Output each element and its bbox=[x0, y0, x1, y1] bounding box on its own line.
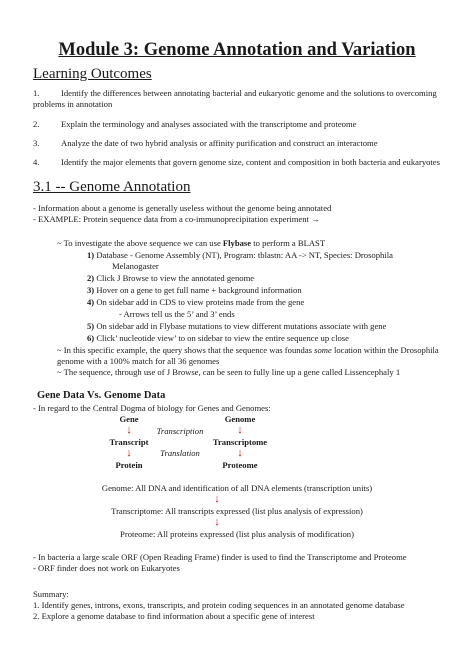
summary-item: 1. Identify genes, introns, exons, transcripts, and protein coding sequences in an annotated genome database bbox=[33, 600, 405, 610]
note-post: location within the Drosophila bbox=[331, 345, 439, 355]
step-number: 2) bbox=[87, 273, 95, 283]
outcome-text: Analyze the date of two hybrid analysis or affinity purification and construct an interactome bbox=[61, 138, 378, 148]
note-italic: some bbox=[314, 345, 332, 355]
note-line-continued: genome with a 100% match for all 36 genomes bbox=[57, 356, 220, 366]
step-text: On sidebar add in CDS to view proteins made from the gene bbox=[94, 297, 305, 307]
step-text: Click J Browse to view the annotated genome bbox=[94, 273, 255, 283]
intro-text: - In regard to the Central Dogma of biology for Genes and Genomes: bbox=[33, 403, 271, 413]
flybase-name: Flybase bbox=[222, 238, 252, 248]
section-heading: 3.1 -- Genome Annotation bbox=[33, 179, 191, 195]
step-subnote: - Arrows tell us the 5’ and 3’ ends bbox=[119, 309, 235, 319]
step-number: 3) bbox=[87, 285, 95, 295]
flybase-line-pre: ~ To investigate the above sequence we can use bbox=[57, 238, 223, 248]
dogma-transcript: Transcript bbox=[109, 437, 149, 447]
outcome-number: 4. bbox=[33, 157, 40, 167]
down-arrow: ↓ bbox=[126, 447, 132, 459]
genome-definition: Genome: All DNA and identification of all DNA elements (transcription units) bbox=[101, 483, 373, 493]
outcome-text: Explain the terminology and analyses associated with the transcriptome and proteome bbox=[61, 119, 357, 129]
step-item bbox=[87, 285, 302, 296]
bullet-text: - Information about a genome is generally useless without the genome being annotated bbox=[33, 203, 332, 213]
flybase-line bbox=[57, 238, 325, 249]
dogma-transcription: Transcription bbox=[156, 426, 204, 436]
subsection-heading: Gene Data Vs. Genome Data bbox=[37, 390, 166, 401]
step-text: Click’ nucleotide view’ to on sidebar to view the entire sequence up close bbox=[94, 333, 349, 343]
step-text: On sidebar add in Flybase mutations to view different mutations associate with gene bbox=[94, 321, 387, 331]
orf-note: - In bacteria a large scale ORF (Open Reading Frame) finder is used to find the Transcriptome and Proteome bbox=[33, 552, 407, 562]
note-line bbox=[57, 345, 439, 356]
dogma-protein: Protein bbox=[115, 460, 143, 470]
outcome-text: Identify the major elements that govern genome size, content and composition in both bacteria and eukaryotes bbox=[61, 157, 440, 167]
note-pre: ~ In this specific example, the query shows that the sequence was foundas bbox=[57, 345, 315, 355]
outcome-text: Identify the differences between annotating bacterial and eukaryotic genome and the solutions to overcoming bbox=[61, 88, 437, 98]
down-arrow: ↓ bbox=[214, 493, 220, 505]
step-item bbox=[87, 333, 349, 344]
note-line: ~ The sequence, through use of J Browse, can be seen to fully line up a gene called Lissencephaly 1 bbox=[57, 367, 401, 377]
step-number: 5) bbox=[87, 321, 95, 331]
down-arrow: ↓ bbox=[237, 424, 243, 436]
step-text: Hover on a gene to get full name + background information bbox=[94, 285, 302, 295]
step-number: 1) bbox=[87, 250, 95, 260]
learning-outcomes-heading: Learning Outcomes bbox=[33, 66, 152, 82]
dogma-transcriptome: Transcriptome bbox=[212, 437, 268, 447]
step-number: 4) bbox=[87, 297, 95, 307]
dogma-genome: Genome bbox=[224, 414, 256, 424]
outcome-number: 1. bbox=[33, 88, 40, 98]
step-number: 6) bbox=[87, 333, 95, 343]
orf-note: - ORF finder does not work on Eukaryotes bbox=[33, 563, 180, 573]
down-arrow: ↓ bbox=[126, 424, 132, 436]
step-text-continued: Melanogaster bbox=[112, 261, 159, 271]
step-item bbox=[87, 297, 304, 308]
dogma-proteome: Proteome bbox=[222, 460, 258, 470]
outcome-text-continued: problems in annotation bbox=[33, 99, 113, 109]
outcome-number: 2. bbox=[33, 119, 40, 129]
transcriptome-definition: Transcriptome: All transcripts expressed (list plus analysis of expression) bbox=[111, 506, 363, 516]
outcome-number: 3. bbox=[33, 138, 40, 148]
summary-item: 2. Explore a genome database to find information about a specific gene of interest bbox=[33, 611, 315, 621]
summary-label: Summary: bbox=[33, 589, 69, 599]
bullet-text: - EXAMPLE: Protein sequence data from a co-immunoprecipitation experiment → bbox=[33, 214, 320, 224]
step-text: Database - Genome Assembly (NT), Program: tblastn: AA -> NT, Species: Drosophila bbox=[94, 250, 393, 260]
dogma-translation: Translation bbox=[160, 448, 200, 458]
page-title: Module 3: Genome Annotation and Variation bbox=[58, 40, 416, 60]
step-item bbox=[87, 321, 386, 332]
step-item bbox=[87, 273, 254, 284]
down-arrow: ↓ bbox=[237, 447, 243, 459]
dogma-gene: Gene bbox=[119, 414, 139, 424]
flybase-line-post: to perform a BLAST bbox=[251, 238, 326, 248]
down-arrow: ↓ bbox=[214, 516, 220, 528]
step-item bbox=[87, 250, 393, 261]
proteome-definition: Proteome: All proteins expressed (list plus analysis of modification) bbox=[120, 529, 354, 539]
